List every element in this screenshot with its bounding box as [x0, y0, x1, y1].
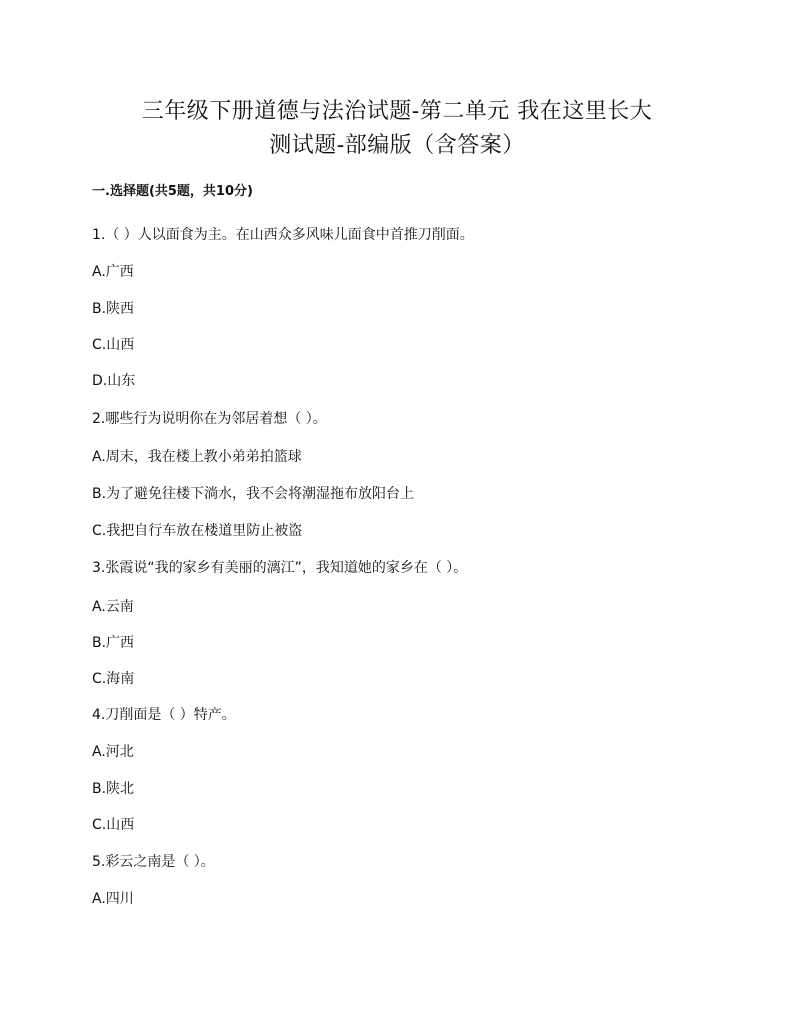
- question-4-option-a: A.河北: [92, 744, 134, 760]
- question-1-option-a: A.广西: [92, 264, 134, 280]
- question-5-stem: 5.彩云之南是（ ）。: [92, 854, 215, 870]
- question-1-option-c: C.山西: [92, 337, 135, 353]
- question-4-option-c: C.山西: [92, 817, 135, 833]
- document-title-line-1: 三年级下册道德与法治试题-第二单元 我在这里长大: [141, 99, 653, 124]
- question-3-option-c: C.海南: [92, 671, 135, 687]
- document-title-line-2: 测试题-部编版（含答案）: [269, 133, 525, 158]
- question-4-stem: 4.刀削面是（ ）特产。: [92, 707, 236, 723]
- question-1-option-b: B.陕西: [92, 301, 135, 317]
- question-2-option-b: B.为了避免往楼下淌水，我不会将潮湿拖布放阳台上: [92, 486, 415, 502]
- question-3-stem: 3.张霞说“我的家乡有美丽的漓江”，我知道她的家乡在（ ）。: [92, 560, 468, 576]
- question-1-option-d: D.山东: [92, 373, 136, 389]
- section-heading: 一.选择题(共5题，共10分): [92, 184, 253, 199]
- question-2-option-c: C.我把自行车放在楼道里防止被盗: [92, 523, 303, 539]
- question-2-stem: 2.哪些行为说明你在为邻居着想（ ）。: [92, 411, 327, 427]
- question-3-option-a: A.云南: [92, 599, 134, 615]
- question-2-option-a: A.周末，我在楼上教小弟弟拍篮球: [92, 449, 302, 465]
- question-1-stem: 1.（ ）人以面食为主。在山西众多风味儿面食中首推刀削面。: [92, 227, 474, 243]
- question-4-option-b: B.陕北: [92, 781, 135, 797]
- question-5-option-a: A.四川: [92, 891, 134, 907]
- question-3-option-b: B.广西: [92, 635, 135, 651]
